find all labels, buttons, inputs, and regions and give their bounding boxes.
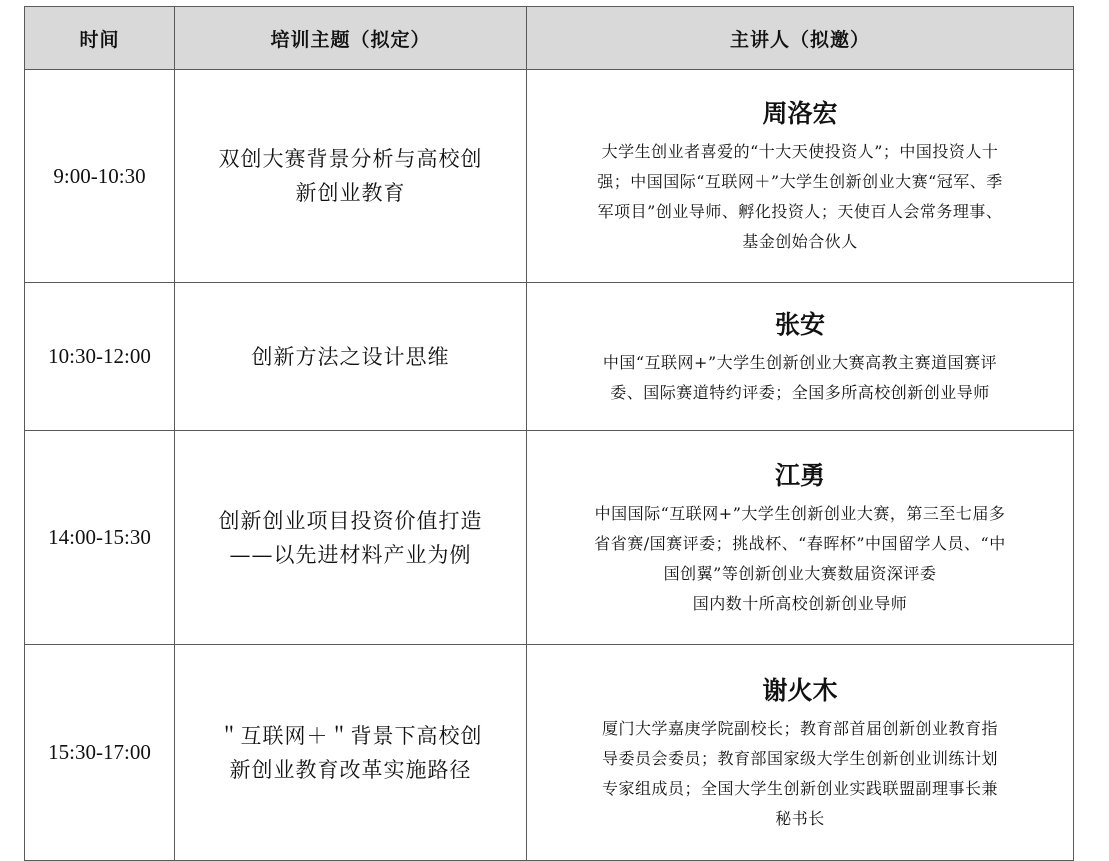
speaker-cell	[527, 431, 1074, 645]
header-time: 时间	[25, 7, 175, 70]
speaker-cell	[527, 645, 1074, 861]
bio-line: 基金创始合伙人	[742, 232, 858, 251]
table-row	[25, 645, 1074, 861]
bio-line: 专家组成员；全国大学生创新创业实践联盟副理事长兼	[601, 778, 998, 798]
bio-line: 国内数十所高校创新创业导师	[692, 593, 908, 613]
session-time: 9:00-10:30	[25, 70, 175, 283]
bio-line: 省省赛/国赛评委；挑战杯、“春晖杯”中国留学人员、“中	[594, 533, 1006, 553]
topic-line: 创新创业项目投资价值打造	[218, 508, 483, 533]
session-topic	[175, 70, 527, 283]
speaker-name: 江勇	[774, 460, 825, 490]
table-row	[25, 431, 1074, 645]
speaker-bio	[537, 137, 1063, 257]
bio-line: 军项目”创业导师、孵化投资人；天使百人会常务理事、	[597, 202, 1003, 221]
header-row	[25, 7, 1074, 70]
training-schedule-table	[24, 6, 1074, 861]
session-topic	[175, 283, 527, 431]
bio-line: 秘书长	[775, 808, 825, 828]
speaker-bio	[537, 499, 1063, 619]
speaker-name: 张安	[774, 309, 825, 339]
table-row	[25, 283, 1074, 431]
session-time: 14:00-15:30	[25, 431, 175, 645]
topic-line: 新创业教育改革实施路径	[229, 757, 472, 782]
speaker-name: 周洛宏	[762, 99, 838, 128]
speaker-name: 谢火木	[762, 675, 838, 705]
session-topic	[175, 431, 527, 645]
table-row	[25, 70, 1074, 283]
header-speaker: 主讲人（拟邀）	[527, 7, 1074, 70]
bio-line: 中国国际“互联网+”大学生创新创业大赛，第三至七届多	[594, 503, 1006, 523]
speaker-cell	[527, 283, 1074, 431]
topic-line: 新创业教育	[295, 181, 406, 205]
header-topic: 培训主题（拟定）	[175, 7, 527, 70]
topic-line: 双创大赛背景分析与高校创	[218, 147, 483, 171]
bio-line: 中国“互联网+”大学生创新创业大赛高教主赛道国赛评	[602, 352, 998, 372]
topic-line: ＂互联网＋＂背景下高校创	[218, 723, 483, 748]
bio-line: 导委员会委员；教育部国家级大学生创新创业训练计划	[601, 748, 998, 768]
bio-line: 委、国际赛道特约评委；全国多所高校创新创业导师	[610, 382, 990, 402]
bio-line: 厦门大学嘉庚学院副校长；教育部首届创新创业教育指	[601, 718, 998, 738]
speaker-cell	[527, 70, 1074, 283]
bio-line: 大学生创业者喜爱的“十大天使投资人”；中国投资人十	[601, 142, 999, 161]
topic-line: 创新方法之设计思维	[251, 344, 450, 369]
topic-line: ——以先进材料产业为例	[229, 542, 472, 567]
bio-line: 国创翼”等创新创业大赛数届资深评委	[663, 563, 937, 583]
bio-line: 强；中国国际“互联网＋”大学生创新创业大赛“冠军、季	[597, 172, 1003, 191]
speaker-bio	[537, 714, 1063, 834]
session-time: 10:30-12:00	[25, 283, 175, 431]
session-time: 15:30-17:00	[25, 645, 175, 861]
schedule-container	[24, 6, 1074, 861]
session-topic	[175, 645, 527, 861]
speaker-bio	[537, 348, 1063, 408]
